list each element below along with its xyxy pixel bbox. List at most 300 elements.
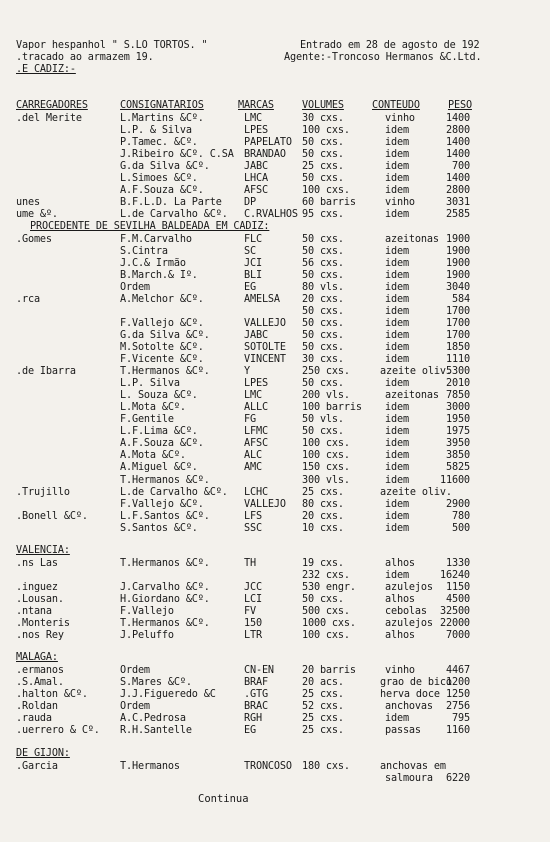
consignee-cell: L.Mota &Cº. (120, 402, 186, 414)
weight-cell: 2800 (446, 185, 470, 197)
weight-cell: 584 (452, 293, 470, 305)
table-row (0, 258, 550, 270)
table-row (0, 582, 550, 594)
content-cell: herva doce (380, 689, 440, 701)
weight-cell: 1330 (446, 557, 470, 569)
mark-cell: BRAC (244, 701, 268, 713)
content-cell: azulejos (385, 581, 433, 593)
content-cell: idem (385, 257, 409, 269)
consignee-cell: T.Hermanos &Cº. (120, 366, 210, 378)
weight-cell: 1975 (446, 426, 470, 438)
table-row (0, 197, 550, 209)
table-row (0, 390, 550, 402)
volume-cell: 150 cxs. (302, 462, 350, 474)
table-row (0, 185, 550, 197)
content-cell: idem (385, 329, 409, 341)
volume-cell: 50 cxs. (302, 593, 344, 605)
content-cell: idem (385, 281, 409, 293)
volume-cell: 30 cxs. (302, 113, 344, 124)
weight-cell: 1400 (446, 173, 470, 185)
column-header-conteudo: CONTEUDO (372, 100, 420, 111)
table-row (0, 475, 550, 487)
table-row (0, 570, 550, 582)
weight-cell: 795 (452, 713, 470, 725)
column-header-marcas: MARCAS (238, 100, 274, 111)
mark-cell: C.RVALHOS (244, 209, 298, 221)
content-cell: idem (385, 305, 409, 317)
table-row (0, 558, 550, 570)
table-row (0, 523, 550, 535)
table-row (0, 618, 550, 630)
column-header-consignatarios: CONSIGNATARIOS (120, 100, 204, 111)
consignee-cell: B.F.L.D. La Parte (120, 197, 222, 209)
volume-cell: 25 cxs. (302, 689, 344, 701)
weight-cell: 6220 (446, 772, 470, 784)
mark-cell: LFMC (244, 426, 268, 438)
table-row (0, 234, 550, 246)
mark-cell: FV (244, 606, 256, 617)
content-cell: idem (385, 125, 409, 137)
consignee-cell: S.Mares &Cº. (120, 677, 192, 689)
consignee-cell: T.Hermanos &Cº. (120, 618, 210, 630)
volume-cell: 20 barris (302, 665, 356, 677)
volume-cell: 1000 cxs. (302, 618, 356, 630)
header-right-2: Agente:-Troncoso Hermanos &C.Ltd. (284, 52, 482, 63)
volume-cell: 30 cxs. (302, 354, 344, 365)
mark-cell: LFS (244, 510, 262, 522)
table-row (0, 511, 550, 523)
volume-cell: 56 cxs. (302, 257, 344, 269)
consignee-cell: M.Sotolte &Cº. (120, 341, 204, 353)
table-row (0, 701, 550, 713)
weight-cell: 1700 (446, 329, 470, 341)
weight-cell: 1250 (446, 689, 470, 701)
consignee-cell: L.P. Silva (120, 378, 180, 390)
consignee-cell: B.March.& Iº. (120, 269, 198, 281)
volume-cell: 50 cxs. (302, 149, 344, 161)
table-row (0, 246, 550, 258)
volume-cell: 50 cxs. (302, 426, 344, 438)
mark-cell: LPES (244, 125, 268, 137)
table-row (0, 713, 550, 725)
table-row (0, 137, 550, 149)
consignee-cell: L.Simoes &Cº. (120, 173, 198, 185)
mark-cell: VALLEJO (244, 317, 286, 329)
shipper-cell: .del Merite (16, 113, 82, 124)
table-row (0, 161, 550, 173)
content-cell: idem (385, 149, 409, 161)
shipper-cell: .uerrero & Cº. (16, 725, 100, 737)
consignee-cell: J.Peluffo (120, 630, 174, 642)
content-cell: idem (385, 414, 409, 426)
weight-cell: 1200 (446, 677, 470, 689)
consignee-cell: T.Hermanos &Cº. (120, 557, 210, 569)
volume-cell: 180 cxs. (302, 760, 350, 772)
weight-cell: 1400 (446, 113, 470, 124)
weight-cell: 2756 (446, 701, 470, 713)
shipper-cell: .ns Las (16, 557, 58, 569)
mark-cell: LCI (244, 593, 262, 605)
volume-cell: 300 vls. (302, 474, 350, 486)
table-row (0, 125, 550, 137)
weight-cell: 1900 (446, 245, 470, 257)
volume-cell: 200 vls. (302, 390, 350, 402)
table-row (0, 677, 550, 689)
weight-cell: 1700 (446, 317, 470, 329)
shipper-cell: .Gomes (16, 233, 52, 245)
weight-cell: 22000 (440, 618, 470, 630)
content-cell: anchovas em (380, 760, 446, 772)
consignee-cell: F.Vallejo &Cº. (120, 317, 204, 329)
table-row (0, 450, 550, 462)
shipper-cell: .Bonell &Cº. (16, 510, 88, 522)
volume-cell: 50 cxs. (302, 233, 344, 245)
consignee-cell: L.F.Santos &Cº. (120, 510, 210, 522)
header-right-1: Entrado em 28 de agosto de 192 (300, 40, 480, 51)
table-row (0, 282, 550, 294)
weight-cell: 16240 (440, 569, 470, 581)
consignee-cell: A.Mota &Cº. (120, 450, 186, 462)
mark-cell: BLI (244, 269, 262, 281)
consignee-cell: L.F.Lima &Cº. (120, 426, 198, 438)
consignee-cell: L. Souza &Cº. (120, 390, 198, 402)
weight-cell: 32500 (440, 606, 470, 617)
mark-cell: JABC (244, 329, 268, 341)
content-cell: azeitonas (385, 390, 439, 402)
content-cell: idem (385, 522, 409, 534)
mark-cell: FG (244, 414, 256, 426)
shipper-cell: unes (16, 197, 40, 209)
table-row (0, 330, 550, 342)
table-row (0, 113, 550, 125)
weight-cell: 7850 (446, 390, 470, 402)
mark-cell: EG (244, 725, 256, 737)
column-header-carregadores: CARREGADORES (16, 100, 88, 111)
table-row (0, 149, 550, 161)
content-cell: azeitonas (385, 233, 439, 245)
mark-cell: LHCA (244, 173, 268, 185)
volume-cell: 50 cxs. (302, 317, 344, 329)
table-row (0, 594, 550, 606)
content-cell: idem (385, 713, 409, 725)
weight-cell: 1900 (446, 257, 470, 269)
consignee-cell: A.F.Souza &Cº. (120, 438, 204, 450)
header-left-2: .tracado ao armazem 19. (16, 52, 154, 63)
consignee-cell: J.C.& Irmão (120, 257, 186, 269)
weight-cell: 500 (452, 522, 470, 534)
volume-cell: 20 cxs. (302, 293, 344, 305)
table-row (0, 342, 550, 354)
shipper-cell: .de Ibarra (16, 366, 76, 378)
content-cell: idem (385, 510, 409, 522)
table-row (0, 173, 550, 185)
weight-cell: 1110 (446, 354, 470, 365)
mark-cell: RGH (244, 713, 262, 725)
volume-cell: 50 vls. (302, 414, 344, 426)
content-cell: idem (385, 293, 409, 305)
shipper-cell: .inguez (16, 581, 58, 593)
shipper-cell: .ntana (16, 606, 52, 617)
shipper-cell: .Garcia (16, 760, 58, 772)
mark-cell: ALC (244, 450, 262, 462)
table-row (0, 499, 550, 511)
consignee-cell: L.de Carvalho &Cº. (120, 486, 228, 498)
content-cell: idem (385, 137, 409, 149)
content-cell: idem (385, 402, 409, 414)
volume-cell: 50 cxs. (302, 269, 344, 281)
consignee-cell: G.da Silva &Cº. (120, 161, 210, 173)
content-cell: idem (385, 269, 409, 281)
weight-cell: 3000 (446, 402, 470, 414)
mark-cell: JCI (244, 257, 262, 269)
mark-cell: FLC (244, 233, 262, 245)
shipper-cell: ume &º. (16, 209, 58, 221)
table-row (0, 725, 550, 737)
volume-cell: 60 barris (302, 197, 356, 209)
weight-cell: 780 (452, 510, 470, 522)
volume-cell: 25 cxs. (302, 725, 344, 737)
volume-cell: 50 cxs. (302, 137, 344, 149)
volume-cell: 530 engr. (302, 581, 356, 593)
volume-cell: 232 cxs. (302, 569, 350, 581)
content-cell: idem (385, 185, 409, 197)
shipper-cell: .halton &Cº. (16, 689, 88, 701)
shipper-cell: .Trujillo (16, 486, 70, 498)
consignee-cell: L.de Carvalho &Cº. (120, 209, 228, 221)
consignee-cell: Ordem (120, 281, 150, 293)
section-title: MALAGA: (16, 652, 58, 664)
weight-cell: 1150 (446, 581, 470, 593)
weight-cell: 3950 (446, 438, 470, 450)
consignee-cell: S.Santos &Cº. (120, 522, 198, 534)
consignee-cell: S.Cintra (120, 245, 168, 257)
weight-cell: 2585 (446, 209, 470, 221)
volume-cell: 100 cxs. (302, 125, 350, 137)
table-row (0, 773, 550, 785)
content-cell: idem (385, 173, 409, 185)
table-row (0, 438, 550, 450)
table-row (0, 426, 550, 438)
consignee-cell: G.da Silva &Cº. (120, 329, 210, 341)
volume-cell: 50 cxs. (302, 305, 344, 317)
consignee-cell: L.Martins &Cº. (120, 113, 204, 124)
mark-cell: BRAF (244, 677, 268, 689)
weight-cell: 3850 (446, 450, 470, 462)
weight-cell: 3031 (446, 197, 470, 209)
weight-cell: 2900 (446, 498, 470, 510)
weight-cell: 1900 (446, 269, 470, 281)
volume-cell: 80 cxs. (302, 498, 344, 510)
content-cell: idem (385, 209, 409, 221)
content-cell: salmoura (385, 772, 433, 784)
table-row (0, 209, 550, 221)
mark-cell: AFSC (244, 185, 268, 197)
mark-cell: AMC (244, 462, 262, 474)
content-cell: grao de bico (380, 677, 452, 689)
content-cell: anchovas (385, 701, 433, 713)
weight-cell: 1400 (446, 149, 470, 161)
consignee-cell: Ordem (120, 665, 150, 677)
table-row (0, 689, 550, 701)
weight-cell: 1950 (446, 414, 470, 426)
shipper-cell: .rauda (16, 713, 52, 725)
content-cell: idem (385, 569, 409, 581)
consignee-cell: L.P. & Silva (120, 125, 192, 137)
weight-cell: 3040 (446, 281, 470, 293)
volume-cell: 100 cxs. (302, 438, 350, 450)
table-row (0, 306, 550, 318)
content-cell: idem (385, 245, 409, 257)
weight-cell: 4500 (446, 593, 470, 605)
volume-cell: 100 cxs. (302, 630, 350, 642)
content-cell: alhos (385, 630, 415, 642)
mark-cell: AMELSA (244, 293, 280, 305)
content-cell: vinho (385, 197, 415, 209)
shipper-cell: .nos Rey (16, 630, 64, 642)
section-title-cadiz: .E CADIZ:- (16, 64, 76, 75)
mark-cell: .GTG (244, 689, 268, 701)
volume-cell: 50 cxs. (302, 341, 344, 353)
content-cell: idem (385, 341, 409, 353)
content-cell: alhos (385, 557, 415, 569)
mark-cell: LCHC (244, 486, 268, 498)
content-cell: azeite oliv. (380, 366, 452, 378)
consignee-cell: F.Vallejo &Cº. (120, 498, 204, 510)
volume-cell: 95 cxs. (302, 209, 344, 221)
table-row (0, 318, 550, 330)
consignee-cell: Ordem (120, 701, 150, 713)
mark-cell: LTR (244, 630, 262, 642)
table-row (0, 462, 550, 474)
content-cell: idem (385, 161, 409, 173)
section-title: DE GIJON: (16, 747, 70, 759)
volume-cell: 500 cxs. (302, 606, 350, 617)
mark-cell: VINCENT (244, 354, 286, 365)
content-cell: azulejos (385, 618, 433, 630)
content-cell: alhos (385, 593, 415, 605)
weight-cell: 1850 (446, 341, 470, 353)
volume-cell: 100 barris (302, 402, 362, 414)
shipper-cell: .ermanos (16, 665, 64, 677)
content-cell: azeite oliv. (380, 486, 452, 498)
mark-cell: TH (244, 557, 256, 569)
mark-cell: SSC (244, 522, 262, 534)
mark-cell: Y (244, 366, 250, 378)
weight-cell: 1900 (446, 233, 470, 245)
content-cell: cebolas (385, 606, 427, 617)
content-cell: idem (385, 317, 409, 329)
volume-cell: 100 cxs. (302, 450, 350, 462)
weight-cell: 11600 (440, 474, 470, 486)
weight-cell: 2800 (446, 125, 470, 137)
mark-cell: ALLC (244, 402, 268, 414)
table-row (0, 270, 550, 282)
volume-cell: 25 cxs. (302, 486, 344, 498)
table-row (0, 294, 550, 306)
volume-cell: 20 acs. (302, 677, 344, 689)
weight-cell: 1160 (446, 725, 470, 737)
content-cell: idem (385, 378, 409, 390)
volume-cell: 25 cxs. (302, 713, 344, 725)
table-row (0, 378, 550, 390)
table-row (0, 761, 550, 773)
content-cell: idem (385, 450, 409, 462)
table-row (0, 414, 550, 426)
weight-cell: 700 (452, 161, 470, 173)
consignee-cell: P.Tamec. &Cº. (120, 137, 198, 149)
footer-continua: Continua (198, 792, 249, 805)
mark-cell: LMC (244, 390, 262, 402)
volume-cell: 80 vls. (302, 281, 344, 293)
content-cell: idem (385, 498, 409, 510)
consignee-cell: J.Carvalho &Cº. (120, 581, 210, 593)
mark-cell: SOTOLTE (244, 341, 286, 353)
content-cell: vinho (385, 113, 415, 124)
consignee-cell: A.C.Pedrosa (120, 713, 186, 725)
content-cell: idem (385, 474, 409, 486)
shipper-cell: .Lousan. (16, 593, 64, 605)
shipper-cell: .Roldan (16, 701, 58, 713)
section-title: VALENCIA: (16, 544, 70, 556)
volume-cell: 10 cxs. (302, 522, 344, 534)
volume-cell: 52 cxs. (302, 701, 344, 713)
volume-cell: 19 cxs. (302, 557, 344, 569)
mark-cell: LPES (244, 378, 268, 390)
consignee-cell: A.Miguel &Cº. (120, 462, 198, 474)
consignee-cell: H.Giordano &Cº. (120, 593, 210, 605)
content-cell: idem (385, 462, 409, 474)
shipper-cell: .rca (16, 293, 40, 305)
weight-cell: 4467 (446, 665, 470, 677)
table-row (0, 487, 550, 499)
volume-cell: 25 cxs. (302, 161, 344, 173)
consignee-cell: T.Hermanos &Cº. (120, 474, 210, 486)
consignee-cell: J.Ribeiro &Cº. C.SA (120, 149, 234, 161)
table-row (0, 366, 550, 378)
table-row (0, 402, 550, 414)
content-cell: idem (385, 438, 409, 450)
consignee-cell: R.H.Santelle (120, 725, 192, 737)
volume-cell: 50 cxs. (302, 329, 344, 341)
table-row (0, 354, 550, 366)
weight-cell: 5825 (446, 462, 470, 474)
content-cell: vinho (385, 665, 415, 677)
mark-cell: JCC (244, 581, 262, 593)
weight-cell: 5300 (446, 366, 470, 378)
volume-cell: 50 cxs. (302, 245, 344, 257)
mark-cell: SC (244, 245, 256, 257)
section-title: PROCEDENTE DE SEVILHA BALDEADA EM CADIZ: (30, 221, 270, 233)
table-row (0, 630, 550, 642)
volume-cell: 20 cxs. (302, 510, 344, 522)
volume-cell: 50 cxs. (302, 173, 344, 185)
mark-cell: LMC (244, 113, 262, 124)
consignee-cell: A.Melchor &Cº. (120, 293, 204, 305)
consignee-cell: T.Hermanos (120, 760, 180, 772)
mark-cell: 150 (244, 618, 262, 630)
consignee-cell: A.F.Souza &Cº. (120, 185, 204, 197)
volume-cell: 100 cxs. (302, 185, 350, 197)
mark-cell: DP (244, 197, 256, 209)
volume-cell: 50 cxs. (302, 378, 344, 390)
table-row (0, 606, 550, 618)
weight-cell: 1700 (446, 305, 470, 317)
consignee-cell: F.Gentile (120, 414, 174, 426)
content-cell: passas (385, 725, 421, 737)
mark-cell: PAPELATO (244, 137, 292, 149)
weight-cell: 2010 (446, 378, 470, 390)
mark-cell: CN-EN (244, 665, 274, 677)
